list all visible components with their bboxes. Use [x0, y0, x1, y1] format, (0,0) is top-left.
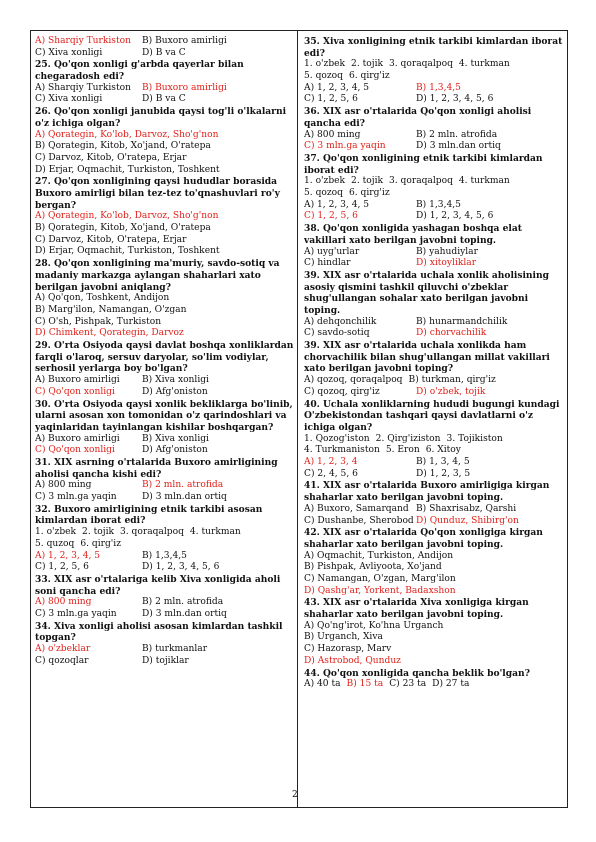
list-item: 2. tojik [82, 527, 114, 538]
answer-row [35, 375, 297, 387]
list-item: 5. qozoq [304, 188, 343, 199]
answer-option: D) 1, 2, 3, 4, 5, 6 [416, 211, 494, 222]
answer-option: A) 1, 2, 3, 4, 5 [35, 550, 101, 561]
answer-option: C) Darvoz, Kitob, O'ratepa, Erjar [35, 234, 187, 245]
list-item: 6. qirg'iz [80, 538, 122, 549]
answer-row [35, 551, 297, 563]
answer-option: D) chorvachilik [416, 328, 487, 339]
answer-option: C) 1, 2, 5, 6 [35, 562, 89, 573]
question-text: 27. Qo'qon xonligining qaysi hududlar borasida Buxoro amirligi bilan tez-tez to'qnashuvlari ro'y bergan? [35, 176, 280, 211]
answer-option: B) 1, 3, 4, 5 [416, 457, 470, 468]
answer-option: A) 1, 2, 3, 4, 5 [304, 82, 370, 93]
answer-option: D) xitoyliklar [416, 258, 477, 269]
answer-row [35, 480, 297, 492]
answer-row [35, 492, 297, 504]
answer-option: B) 2 mln. atrofida [416, 129, 498, 140]
answer-option: B) Qorategin, Kitob, Xo'jand, O'ratepa [35, 223, 211, 234]
question-text: 37. Qo'qon xonligining etnik tarkibi kimlardan iborat edi? [304, 152, 543, 176]
answer-option: B) 2 mln. atrofida [142, 480, 224, 491]
answer-option: C) Xiva xonligi [35, 47, 103, 58]
question-text: 39. XIX asr o'rtalarida uchala xonlik aholisining asosiy qismini tashkil qiluvchi o'zbeklar shug'ullangan sohalar xato berilgan javobni toping. [304, 269, 549, 316]
question-text: 31. XIX asrning o'rtalarida Buxoro amirligining aholisi qancha kishi edi? [35, 457, 278, 480]
list-item: 5. Eron [385, 445, 420, 456]
answer-row [304, 258, 566, 270]
answer-option: A) 800 ming [35, 480, 92, 491]
question-text: 41. XIX asr o'rtalarida Buxoro amirligiga kirgan shaharlar xato berilgan javobni toping. [304, 480, 550, 504]
option-list-row [304, 71, 566, 83]
answer-option: B) Buxoro amirligi [142, 82, 227, 93]
list-item: 4. Turkmaniston [304, 445, 380, 456]
answer-option: D) 1, 2, 3, 5 [416, 468, 471, 479]
answer-option: D) 3 mln.dan ortiq [142, 609, 227, 620]
right-column [304, 36, 566, 691]
answer-option: B) Marg'ilon, Namangan, O'zgan [35, 304, 187, 315]
question-text: 42. XIX asr o'rtalarida Qo'qon xonligiga kirgan shaharlar xato berilgan javobni toping. [304, 527, 543, 550]
answer-option: A) 1, 2, 3, 4 [304, 457, 358, 468]
option-list-row [35, 527, 297, 539]
question-text: 39. XIX asr o'rtalarida uchala xonlikda ham chorvachilik bilan shug'ullangan millat vakillari xato berilgan javobni toping? [304, 340, 550, 375]
answer-option: D) Astrobod, Qunduz [304, 655, 401, 666]
question-text: 44. Qo'qon xonligida qancha beklik bo'lgan? [304, 667, 530, 679]
answer-row [35, 445, 297, 457]
list-item: 3. qoraqalpoq [388, 176, 453, 187]
answer-row [304, 211, 566, 223]
answer-row [304, 141, 566, 153]
answer-option: C) 1, 2, 5, 6 [304, 211, 358, 222]
list-item: 6. qirg'iz [348, 71, 390, 82]
answer-row [35, 562, 297, 574]
list-item: 3. Tojikiston [446, 433, 503, 444]
answer-option: D) Erjar, Oqmachit, Turkiston, Toshkent [35, 164, 220, 175]
answer-option: B) Shaxrisabz, Qarshi [416, 503, 517, 514]
answer-option: B) Buxoro amirligi [142, 36, 227, 46]
answer-option: D) Qashg'ar, Yorkent, Badaxshon [304, 585, 456, 596]
list-item: 6. Xitoy [425, 445, 461, 456]
question-text: 36. XIX asr o'rtalarida Qo'qon xonligi aholisi qancha edi? [304, 106, 532, 129]
answer-option: C) qozoq, qirg'iz [304, 386, 380, 397]
question-text: 43. XIX asr o'rtalarida Xiva xonligiga kirgan shaharlar xato berilgan javobni toping. [304, 597, 529, 621]
list-item: 6. qirg'iz [348, 188, 390, 199]
answer-row [35, 434, 297, 446]
question-text: 34. Xiva xonligi aholisi asosan kimlardan tashkil topgan? [35, 620, 283, 644]
list-item: C) 23 ta [389, 679, 427, 690]
answer-option: D) 3 mln.dan ortiq [142, 492, 227, 503]
answer-row [304, 469, 566, 481]
answer-option: C) O'sh, Pishpak, Turkiston [35, 316, 162, 327]
option-list-row [304, 445, 566, 457]
answer-option: C) 3 mln.ga yaqin [35, 609, 117, 620]
answer-option: B) yahudiylar [416, 246, 478, 257]
answer-option: C) Darvoz, Kitob, O'ratepa, Erjar [35, 152, 187, 163]
option-list-row [304, 434, 566, 446]
answer-option: A) 1, 2, 3, 4, 5 [304, 199, 370, 210]
answer-option: A) Buxoro amirligi [35, 375, 120, 386]
answer-row [35, 94, 297, 106]
page-number: 2 [292, 790, 298, 800]
answer-row [35, 656, 297, 668]
list-item: B) turkman, qirg'iz [408, 375, 496, 386]
answer-row [35, 597, 297, 609]
answer-option: D) B va C [142, 47, 186, 58]
answer-row [35, 387, 297, 399]
list-item: 3. qoraqalpoq [388, 59, 453, 70]
answer-option: A) Qorategin, Ko'lob, Darvoz, Sho'g'non [35, 211, 219, 222]
option-list-row [35, 539, 297, 551]
list-item: A) 40 ta [304, 679, 341, 690]
answer-option: A) Qo'qon, Toshkent, Andijon [35, 293, 170, 304]
answer-row [304, 200, 566, 212]
list-item: A) qozoq, qoraqalpoq [304, 375, 403, 386]
question-text: 38. Qo'qon xonligida yashagan boshqa elat vakillari xato berilgan javobni toping. [304, 223, 522, 246]
answer-option: A) 800 ming [35, 597, 92, 608]
answer-row [304, 504, 566, 516]
list-item: 5. qozoq [304, 71, 343, 82]
answer-option: A) dehqonchilik [304, 316, 377, 327]
answer-option: D) o'zbek, tojik [416, 386, 486, 397]
answer-option: A) o'zbeklar [35, 644, 91, 655]
question-text: 25. Qo'qon xonligi g'arbda qayerlar bilan chegaradosh edi? [35, 59, 244, 83]
answer-row [304, 94, 566, 106]
answer-option: B) 2 mln. atrofida [142, 597, 224, 608]
option-list-row [304, 679, 566, 691]
answer-row [35, 48, 297, 60]
left-column [35, 36, 297, 668]
list-item: D) 27 ta [432, 679, 470, 690]
option-list-row [304, 188, 566, 200]
answer-option: B) Urganch, Xiva [304, 632, 383, 643]
question-text: 30. O'rta Osiyoda qaysi xonlik bekliklarga bo'linib, ularni asosan xon tomonidan o'z qarindoshlari va yaqinlaridan tayinlangan kishilar boshqargan? [35, 398, 293, 433]
answer-option: B) Xiva xonligi [142, 433, 209, 444]
answer-row [35, 83, 297, 95]
answer-option: A) 800 ming [304, 129, 361, 140]
answer-option: D) Chimkent, Qorategin, Darvoz [35, 328, 184, 339]
list-item: 4. turkman [458, 59, 510, 70]
answer-option: B) 1,3,4,5 [416, 199, 461, 210]
list-item: 1. o'zbek [304, 176, 346, 187]
answer-option: B) 1,3,4,5 [416, 82, 461, 93]
answer-row [35, 644, 297, 656]
question-text: 26. Qo'qon xonligi janubida qaysi tog'li o'lkalarni o'z ichiga olgan? [35, 106, 287, 129]
list-item: 4. turkman [189, 527, 241, 538]
list-item: 2. tojik [351, 59, 383, 70]
answer-option: A) Buxoro, Samarqand [304, 503, 409, 514]
answer-row [304, 83, 566, 95]
answer-option: A) Sharqiy Turkiston [35, 36, 131, 46]
answer-option: B) turkmanlar [142, 644, 208, 655]
answer-option: B) 1,3,4,5 [142, 550, 187, 561]
answer-option: D) Erjar, Oqmachit, Turkiston, Toshkent [35, 246, 220, 257]
answer-option: C) Qo'qon xonligi [35, 386, 115, 397]
answer-option: D) Afg'oniston [142, 445, 208, 456]
question-text: 28. Qo'qon xonligining ma'muriy, savdo-sotiq va madaniy markazga aylangan shaharlari xato berilgan javobni aniqlang? [35, 258, 280, 293]
question-text: 40. Uchala xonliklarning hududi bugungi kundagi O'zbekistondan tashqari qaysi davlatlarni o'z ichiga olgan? [304, 398, 560, 433]
answer-option: C) 3 mln.ga yaqin [35, 492, 117, 503]
answer-option: C) savdo-sotiq [304, 328, 370, 339]
answer-option: C) 1, 2, 5, 6 [304, 94, 358, 105]
answer-option: B) hunarmandchilik [416, 316, 508, 327]
answer-option: B) Xiva xonligi [142, 375, 209, 386]
list-item: 5. quzoq [35, 538, 75, 549]
question-text: 29. O'rta Osiyoda qaysi davlat boshqa xonliklardan farqli o'laroq, sersuv daryolar, so'lim vodiylar, serhosil yerlarga boy bo'lgan? [35, 340, 294, 375]
option-list-row [304, 176, 566, 188]
answer-option: D) Afg'oniston [142, 386, 208, 397]
list-item: 1. o'zbek [304, 59, 346, 70]
answer-row [35, 609, 297, 621]
answer-option: C) 3 mln.ga yaqin [304, 141, 386, 152]
answer-option: C) Xiva xonligi [35, 94, 103, 105]
answer-option: D) 1, 2, 3, 4, 5, 6 [142, 562, 220, 573]
answer-option: C) qozoqlar [35, 655, 89, 666]
answer-option: D) tojiklar [142, 655, 189, 666]
answer-option: D) Qunduz, Shibirg'on [416, 515, 519, 526]
answer-row [304, 387, 566, 399]
answer-row [35, 36, 297, 48]
answer-option: C) hindlar [304, 258, 351, 269]
answer-option: C) Dushanbe, Sherobod [304, 515, 414, 526]
answer-option: A) Oqmachit, Turkiston, Andijon [304, 550, 454, 561]
answer-option: C) Namangan, O'zgan, Marg'ilon [304, 573, 456, 584]
question-text: 33. XIX asr o'rtalariga kelib Xiva xonligida aholi soni qancha edi? [35, 573, 281, 597]
answer-option: B) Qorategin, Kitob, Xo'jand, O'ratepa [35, 141, 211, 152]
answer-row [304, 130, 566, 142]
answer-option: A) Buxoro amirligi [35, 433, 120, 444]
answer-option: B) Pishpak, Avliyoota, Xo'jand [304, 562, 442, 573]
list-item: 2. Qirg'iziston [375, 433, 441, 444]
answer-option: A) Qo'ng'irot, Ko'hna Urganch [304, 620, 444, 631]
question-text: 32. Buxoro amirligining etnik tarkibi asosan kimlardan iborat edi? [35, 503, 263, 527]
option-list-row [304, 59, 566, 71]
answer-option: C) 2, 4, 5, 6 [304, 468, 358, 479]
answer-row [304, 516, 566, 528]
answer-row [304, 317, 566, 329]
answer-option: D) 3 mln.dan ortiq [416, 141, 501, 152]
answer-option: D) B va C [142, 94, 186, 105]
list-item: 1. Qozog'iston [304, 433, 370, 444]
question-text: 35. Xiva xonligining etnik tarkibi kimlardan iborat edi? [304, 36, 563, 59]
list-item: 3. qoraqalpoq [119, 527, 184, 538]
answer-option: A) Qorategin, Ko'lob, Darvoz, Sho'g'non [35, 129, 219, 140]
list-item: B) 15 ta [346, 679, 384, 690]
list-item: 1. o'zbek [35, 527, 77, 538]
option-list-row [304, 375, 566, 387]
list-item: 2. tojik [351, 176, 383, 187]
list-item: 4. turkman [458, 176, 510, 187]
answer-row [304, 328, 566, 340]
answer-row [304, 247, 566, 259]
answer-option: D) 1, 2, 3, 4, 5, 6 [416, 94, 494, 105]
column-divider [297, 30, 298, 808]
answer-option: A) Sharqiy Turkiston [35, 82, 131, 93]
answer-option: A) uyg'urlar [304, 246, 360, 257]
answer-row [304, 457, 566, 469]
answer-option: C) Qo'qon xonligi [35, 445, 115, 456]
answer-option: C) Hazorasp, Marv [304, 644, 392, 655]
